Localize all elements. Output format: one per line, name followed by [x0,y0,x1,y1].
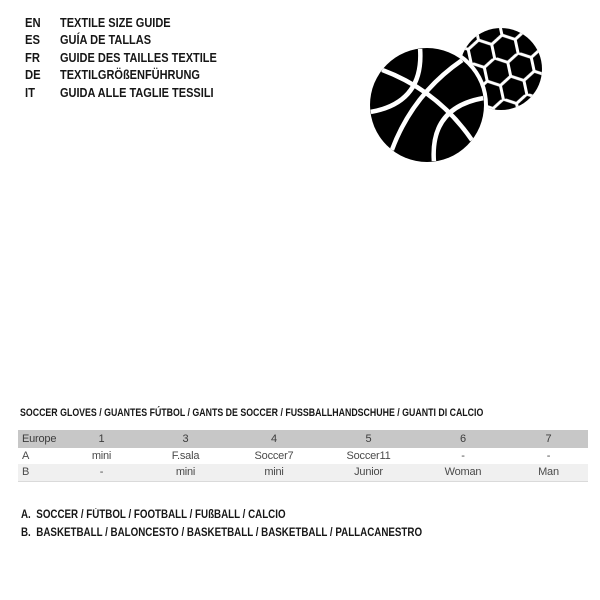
size-cell: - [546,450,551,462]
size-table-section [18,407,588,482]
size-cell: - [99,466,104,479]
header-cell-size: 1 [98,433,105,445]
size-cell: Soccer11 [346,450,391,462]
legend-notes [21,506,493,542]
sports-balls-illustration [365,15,555,173]
note-label: A. [21,509,31,521]
header-cell-size: 4 [271,433,277,445]
note-label: B. [21,527,31,539]
header-cell-size: 6 [460,433,466,445]
lang-title: TEXTILE SIZE GUIDE [60,15,171,30]
size-cell: Woman [444,466,482,479]
header-cell-size: 5 [365,433,372,445]
lang-row-es [25,32,238,50]
header-cell-size: 3 [182,433,189,445]
note-row-b [21,524,493,542]
lang-title: GUIDE DES TAILLES TEXTILE [60,50,217,65]
lang-code: ES [25,33,41,48]
size-cell: Junior [354,466,383,479]
header-cell-size: 7 [545,433,552,445]
size-cell: - [461,450,465,462]
size-cell: Man [538,466,559,479]
lang-code: EN [25,15,41,30]
table-header-row [18,430,588,448]
header-cell-region: Europe [22,433,57,445]
lang-title: TEXTILGRÖßENFÜHRUNG [60,68,200,83]
lang-row-en [25,14,238,32]
row-label: B [22,466,30,479]
lang-code: DE [25,68,41,83]
row-label: A [22,450,30,462]
note-text: BASKETBALL / BALONCESTO / BASKETBALL / BASKETBALL / PALLACANESTRO [36,527,423,539]
lang-row-fr [25,49,238,67]
language-title-list [25,14,238,102]
size-table-title: SOCCER GLOVES / GUANTES FÚTBOL / GANTS DE SOCCER / FUSSBALLHANDSCHUHE / GUANTI DI CALCIO [20,407,484,419]
size-cell: F.sala [171,450,200,462]
size-cell: mini [264,466,284,479]
lang-row-it [25,84,238,102]
lang-title: GUÍA DE TALLAS [60,33,152,48]
note-text: SOCCER / FÚTBOL / FOOTBALL / FUßBALL / CALCIO [36,509,286,521]
table-row-a [18,448,588,464]
lang-title: GUIDA ALLE TAGLIE TESSILI [60,85,214,100]
lang-row-de [25,67,238,85]
lang-code: IT [25,85,35,100]
lang-code: FR [25,50,41,65]
size-cell: Soccer7 [254,450,294,462]
size-cell: mini [91,450,112,462]
size-cell: mini [175,466,196,479]
table-row-b [18,464,588,481]
size-table [18,430,588,482]
note-row-a [21,506,493,524]
